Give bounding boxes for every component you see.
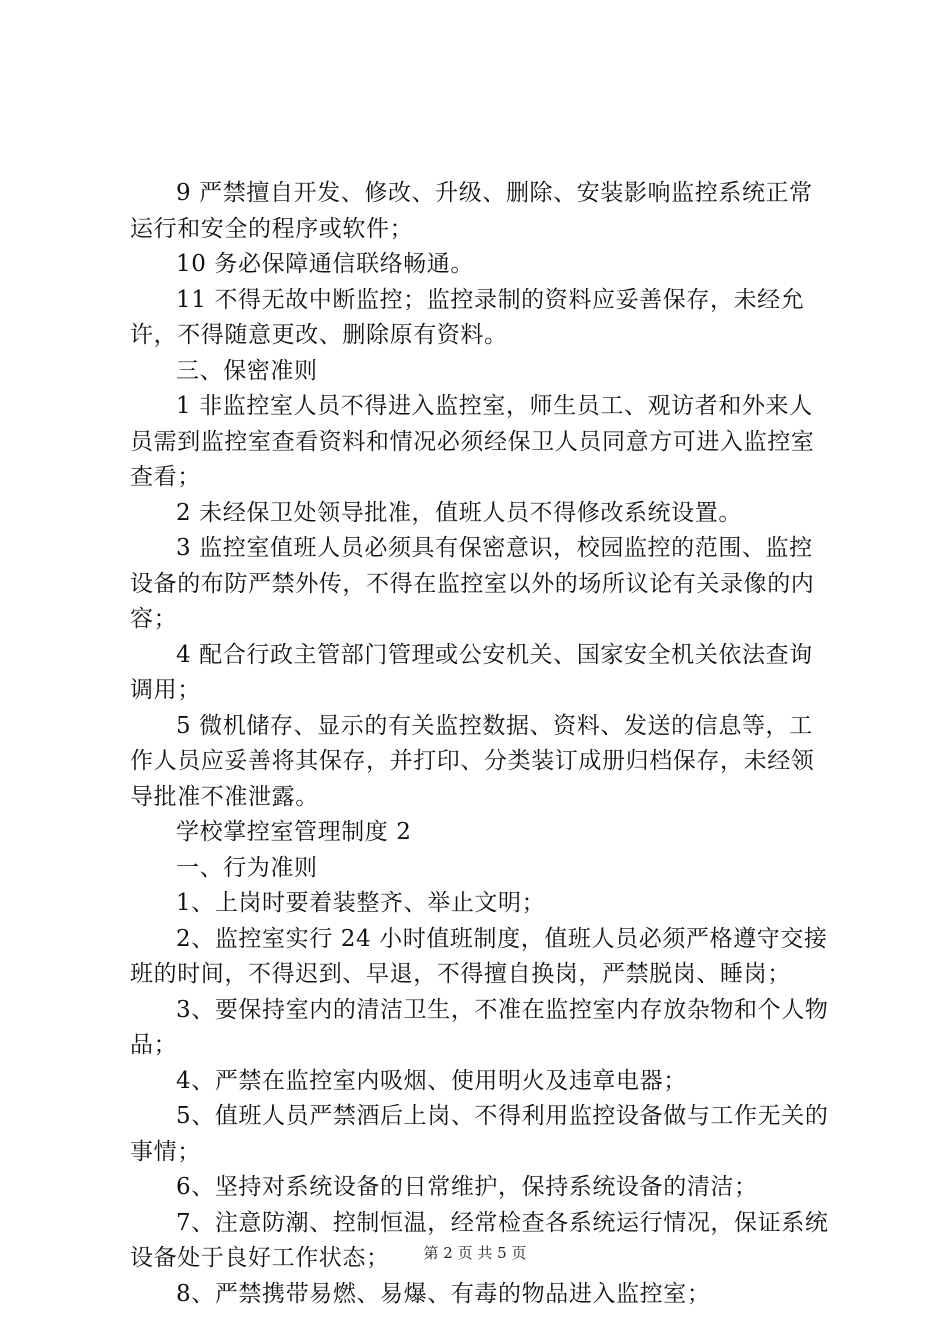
- paragraph: 7、注意防潮、控制恒温，经常检查各系统运行情况，保证系统设备处于良好工作状态；: [130, 1209, 829, 1271]
- paragraph: 1 非监控室人员不得进入监控室，师生员工、观访者和外来人员需到监控室查看资料和情况必须经保卫人员同意方可进入监控室查看；: [130, 393, 815, 490]
- paragraph: 3、要保持室内的清洁卫生，不准在监控室内存放杂物和个人物品；: [130, 996, 829, 1058]
- paragraph: 4 配合行政主管部门管理或公安机关、国家安全机关依法查询调用；: [130, 641, 813, 703]
- page-number-footer: 第 2 页 共 5 页: [423, 1244, 527, 1262]
- paragraph: 1、上岗时要着装整齐、举止文明；: [176, 890, 546, 916]
- paragraph: 6、坚持对系统设备的日常维护，保持系统设备的清洁；: [176, 1174, 758, 1200]
- paragraph: 5 微机储存、显示的有关监控数据、资料、发送的信息等，工作人员应妥善将其保存，并打印、分类装订成册归档保存，未经领导批准不准泄露。: [130, 712, 815, 810]
- paragraph: 9 严禁擅自开发、修改、升级、删除、安装影响监控系统正常运行和安全的程序或软件；: [130, 180, 813, 242]
- paragraph: 11 不得无故中断监控；监控录制的资料应妥善保存，未经允许，不得随意更改、删除原有资料。: [130, 286, 805, 348]
- section-heading: 一、行为准则: [176, 854, 318, 881]
- paragraph: 4、严禁在监控室内吸烟、使用明火及违章电器；: [176, 1067, 687, 1094]
- paragraph: 10 务必保障通信联络畅通。: [176, 251, 474, 277]
- paragraph: 5、值班人员严禁酒后上岗、不得利用监控设备做与工作无关的事情；: [130, 1103, 829, 1165]
- section-heading: 三、保密准则: [176, 357, 318, 384]
- paragraph: 8、严禁携带易燃、易爆、有毒的物品进入监控室；: [176, 1280, 711, 1307]
- paragraph: 2、监控室实行 24 小时值班制度，值班人员必须严格遵守交接班的时间，不得迟到、早退，不得擅自换岗，严禁脱岗、睡岗；: [130, 925, 828, 987]
- document-subtitle: 学校掌控室管理制度 2: [176, 819, 412, 845]
- paragraph: 2 未经保卫处领导批准，值班人员不得修改系统设置。: [176, 499, 742, 526]
- paragraph: 3 监控室值班人员必须具有保密意识，校园监控的范围、监控设备的布防严禁外传，不得在监控室以外的场所议论有关录像的内容；: [130, 535, 815, 632]
- document-body: [130, 176, 830, 1312]
